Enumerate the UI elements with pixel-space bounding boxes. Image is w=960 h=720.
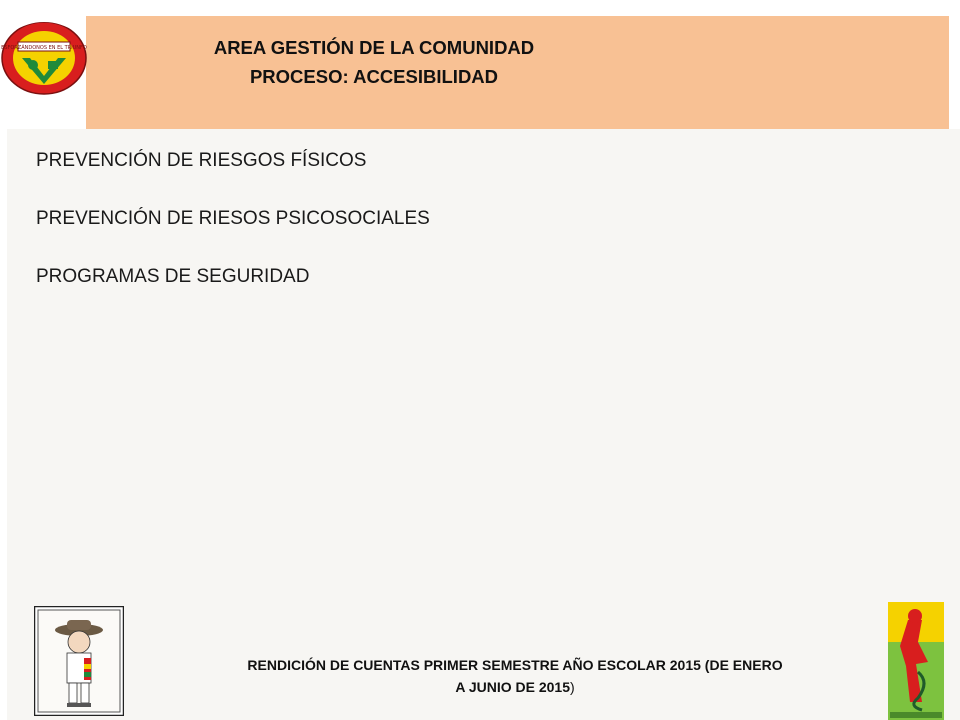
list-item: PREVENCIÓN DE RIESOS PSICOSOCIALES <box>36 208 430 229</box>
child-drawing-image <box>34 606 124 716</box>
crest-banner-text: ESFORZÁNDONOS EN EL TRIUNFO <box>1 45 87 51</box>
footer-line-1: RENDICIÓN DE CUENTAS PRIMER SEMESTRE AÑO ESCOLAR 2015 (DE ENERO <box>247 657 783 673</box>
title-line-process: PROCESO: ACCESIBILIDAD <box>249 66 499 87</box>
footer-line-2 <box>210 676 820 698</box>
school-crest-logo <box>0 12 90 96</box>
slide-title <box>86 33 662 91</box>
footer-close-paren: ) <box>569 679 575 695</box>
footer-line-2-text: A JUNIO DE 2015 <box>455 679 570 695</box>
mascot-figure-logo <box>888 602 944 720</box>
footer-text <box>210 654 820 698</box>
title-line-area: AREA GESTIÓN DE LA COMUNIDAD <box>213 37 535 58</box>
list-item: PROGRAMAS DE SEGURIDAD <box>36 266 310 287</box>
list-item: PREVENCIÓN DE RIESGOS FÍSICOS <box>36 150 367 171</box>
